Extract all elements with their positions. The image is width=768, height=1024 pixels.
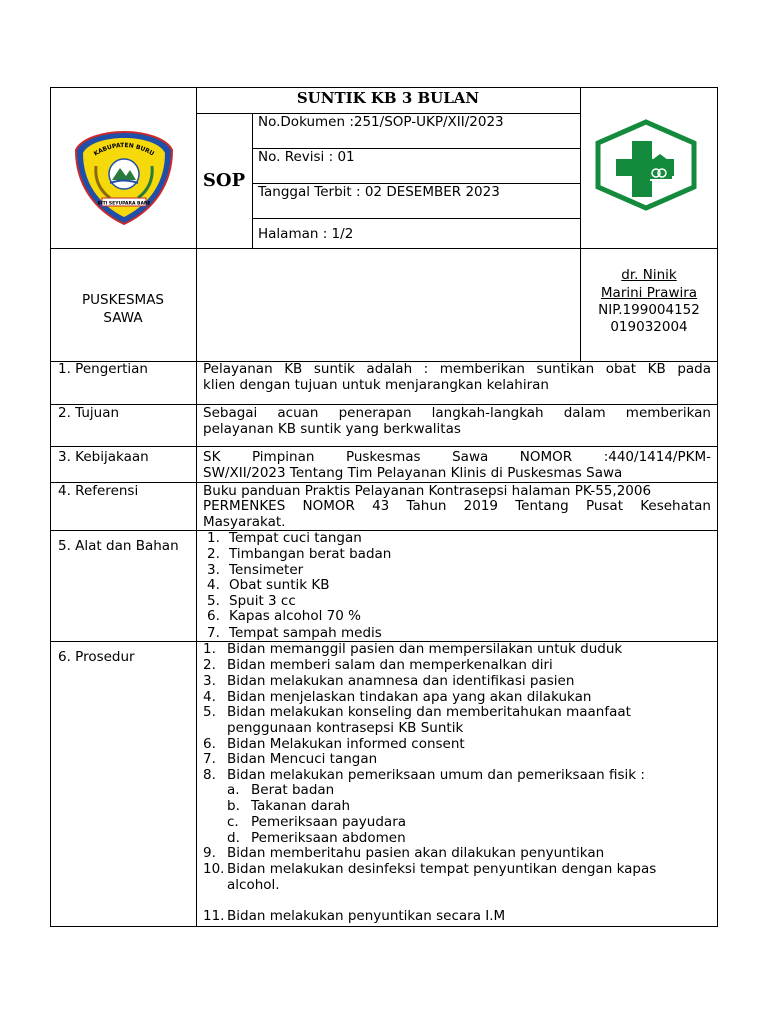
grid-line [50, 446, 718, 447]
tujuan-text-line: Sebagai acuan penerapan langkah-langkah dalam memberikan [203, 405, 711, 421]
page-number: Halaman : 1/2 [258, 226, 354, 242]
puskesmas-name-line2: SAWA [103, 310, 143, 326]
pengertian-text-line: klien dengan tujuan untuk menjarangkan kelahiran [203, 377, 549, 393]
kebijakaan-text-line: SW/XII/2023 Tentang Tim Pelayanan Klinis di Puskesmas Sawa [203, 465, 623, 481]
signer-name-line2: Marini Prawira [600, 285, 698, 301]
doc-number: No.Dokumen :251/SOP-UKP/XII/2023 [258, 114, 504, 130]
puskesmas-logo [593, 119, 699, 211]
list-item: 6. Bidan Melakukan informed consent [203, 736, 465, 752]
list-item: a. Berat badan [227, 782, 335, 798]
section-label-tujuan: 2. Tujuan [58, 405, 120, 421]
list-item: 3. Bidan melakukan anamnesa dan identifikasi pasien [203, 673, 575, 689]
list-item: 6. Kapas alcohol 70 % [207, 608, 361, 624]
list-item: 7. Bidan Mencuci tangan [203, 751, 378, 767]
grid-line [196, 87, 197, 362]
grid-line [50, 248, 718, 249]
list-item: 1. Tempat cuci tangan [207, 530, 362, 546]
grid-line [252, 113, 253, 248]
signer-name-line1: dr. Ninik [621, 267, 677, 283]
list-item: 4. Obat suntik KB [207, 577, 330, 593]
kebijakaan-text-line: SK Pimpinan Puskesmas Sawa NOMOR :440/1414/PKM- [203, 449, 711, 465]
referensi-text-line: Masyarakat. [203, 514, 286, 530]
puskesmas-name-line1: PUSKESMAS [82, 292, 164, 308]
referensi-text-line: Buku panduan Praktis Pelayanan Kontrasepsi halaman PK-55,2006 [203, 483, 652, 499]
list-item: 3. Tensimeter [207, 562, 304, 578]
sop-label: SOP [202, 170, 246, 191]
list-item: penggunaan kontrasepsi KB Suntik [227, 720, 464, 736]
svg-text:BITI SEYUPARA BARE: BITI SEYUPARA BARE [97, 201, 151, 207]
list-item: 5. Spuit 3 cc [207, 593, 296, 609]
pengertian-text-line: Pelayanan KB suntik adalah : memberikan suntikan obat KB pada [203, 361, 711, 377]
list-item: 8. Bidan melakukan pemeriksaan umum dan pemeriksaan fisik : [203, 767, 645, 783]
list-item: 11. Bidan melakukan penyuntikan secara I.M [203, 908, 506, 924]
list-item: d. Pemeriksaan abdomen [227, 830, 406, 846]
signer-nip-line1: NIP.199004152 [598, 302, 700, 318]
list-item: c. Pemeriksaan payudara [227, 814, 407, 830]
list-item: 1. Bidan memanggil pasien dan mempersilakan untuk duduk [203, 641, 623, 657]
list-item: 10. Bidan melakukan desinfeksi tempat penyuntikan dengan kapas [203, 861, 657, 877]
list-item: alcohol. [227, 877, 280, 893]
list-item: 7. Tempat sampah medis [207, 625, 382, 641]
kabupaten-buru-logo [72, 128, 176, 228]
section-label-kebijakaan: 3. Kebijakaan [58, 449, 149, 465]
list-item: b. Takanan darah [227, 798, 351, 814]
tujuan-text-line: pelayanan KB suntik yang berkwalitas [203, 421, 461, 437]
referensi-text-line: PERMENKES NOMOR 43 Tahun 2019 Tentang Pusat Kesehatan [203, 498, 711, 514]
list-item: 4. Bidan menjelaskan tindakan apa yang akan dilakukan [203, 689, 592, 705]
section-label-referensi: 4. Referensi [58, 483, 139, 499]
grid-line [252, 218, 580, 219]
issue-date: Tanggal Terbit : 02 DESEMBER 2023 [258, 184, 500, 200]
signer-nip-line2: 019032004 [610, 319, 688, 335]
section-label-pengertian: 1. Pengertian [58, 361, 148, 377]
revision-number: No. Revisi : 01 [258, 149, 355, 165]
svg-text:KABUPATEN BURU: KABUPATEN BURU [92, 141, 156, 158]
list-item: 2. Timbangan berat badan [207, 546, 392, 562]
section-label-prosedur: 6. Prosedur [58, 649, 135, 665]
list-item: 5. Bidan melakukan konseling dan memberitahukan maanfaat [203, 704, 631, 720]
grid-line [50, 530, 718, 531]
sop-title: SUNTIK KB 3 BULAN [296, 89, 480, 107]
list-item: 2. Bidan memberi salam dan memperkenalkan diri [203, 657, 553, 673]
section-label-alat-bahan: 5. Alat dan Bahan [58, 538, 179, 554]
list-item: 9. Bidan memberitahu pasien akan dilakukan penyuntikan [203, 845, 605, 861]
